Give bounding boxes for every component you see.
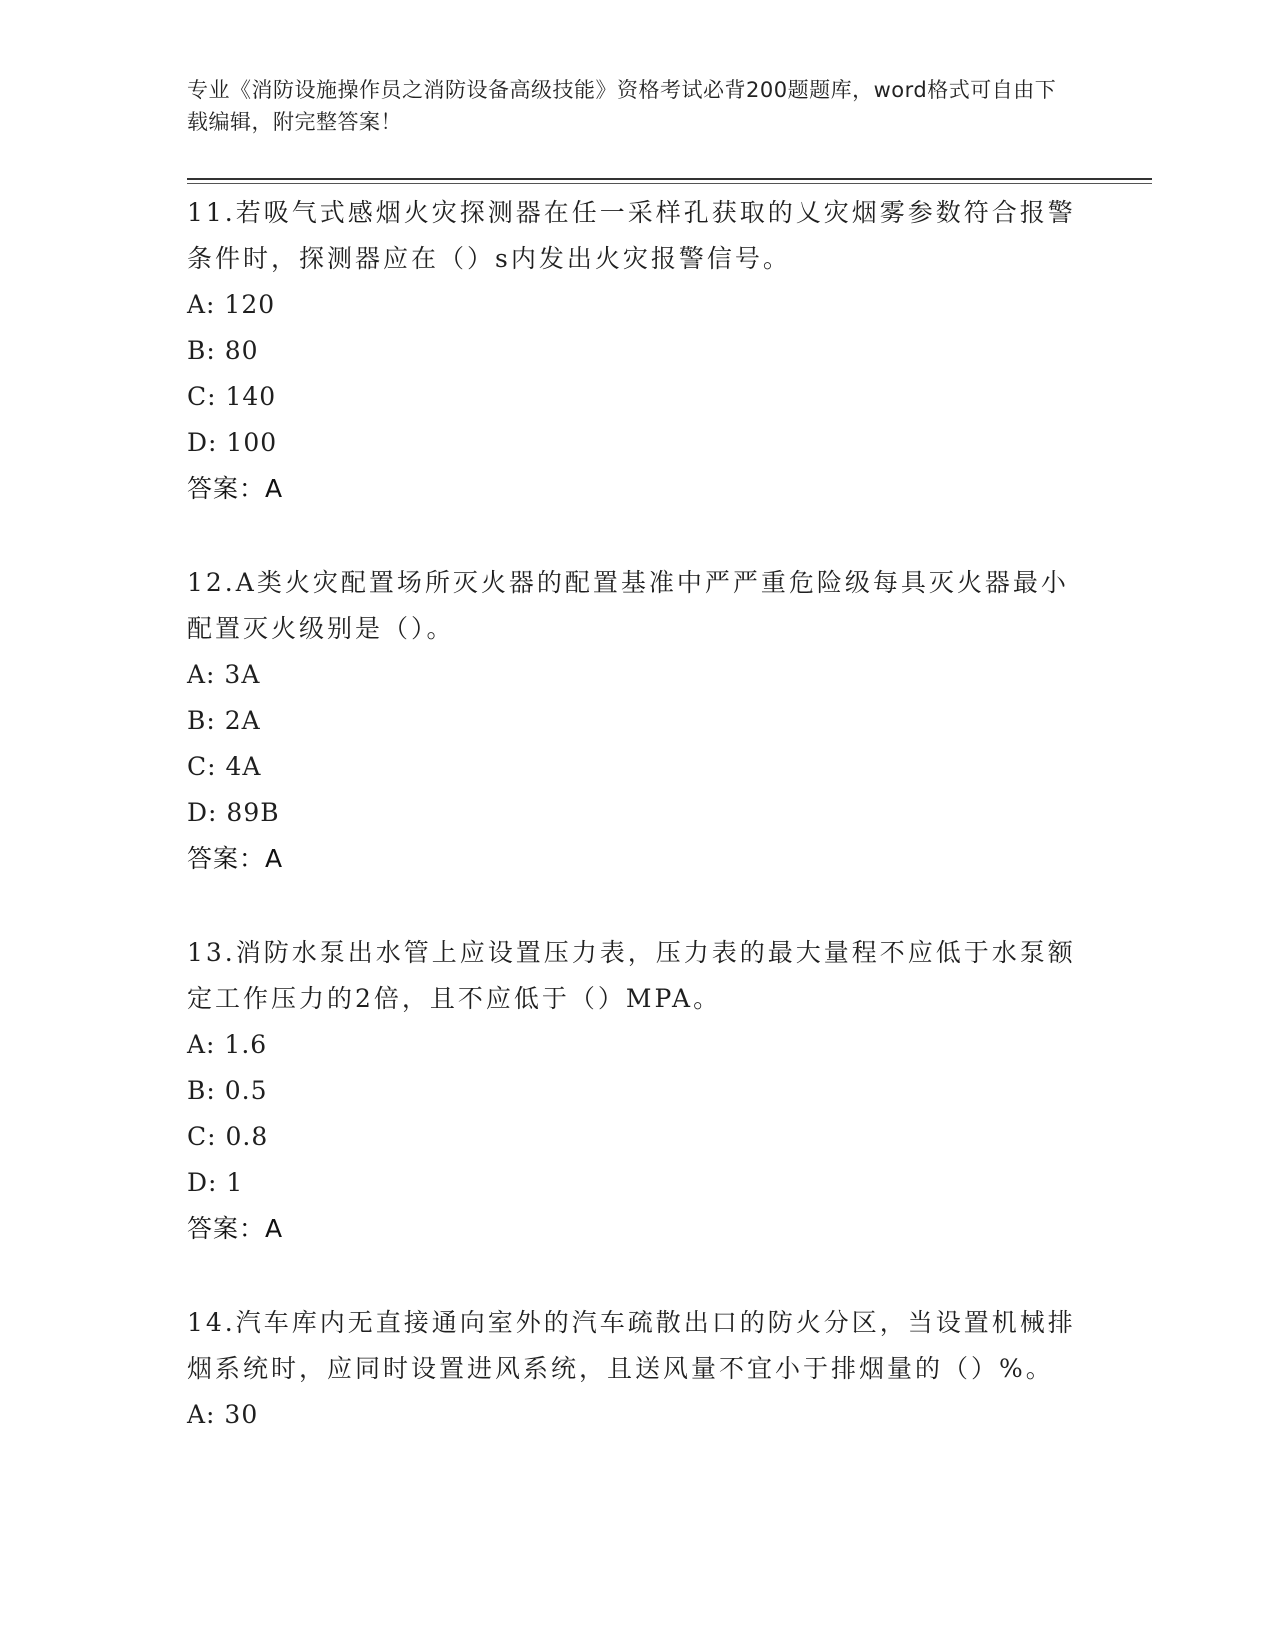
option-a: A: 1.6	[187, 1030, 268, 1059]
question-11	[187, 190, 1087, 512]
option-d: D: 89B	[187, 798, 280, 827]
question-12	[187, 560, 1087, 882]
option-b: B: 2A	[187, 706, 261, 735]
question-13	[187, 930, 1087, 1252]
question-spacer	[187, 512, 1087, 560]
question-14	[187, 1300, 1087, 1438]
option-b: B: 0.5	[187, 1076, 268, 1105]
question-text: 14.汽车库内无直接通向室外的汽车疏散出口的防火分区，当设置机械排烟系统时，应同时设置进风系统，且送风量不宜小于排烟量的（）%。	[187, 1308, 1076, 1383]
document-header: 专业《消防设施操作员之消防设备高级技能》资格考试必背200题题库，word格式可自由下载编辑，附完整答案！	[187, 78, 1057, 134]
header-divider-thick	[187, 178, 1152, 180]
question-text: 13.消防水泵出水管上应设置压力表，压力表的最大量程不应低于水泵额定工作压力的2倍，且不应低于（）MPA。	[187, 938, 1076, 1013]
option-c: C: 140	[187, 382, 277, 411]
question-text: 11.若吸气式感烟火灾探测器在任一采样孔获取的乂灾烟雾参数符合报警条件时，探测器应在（）s内发出火灾报警信号。	[187, 198, 1076, 273]
question-list	[187, 190, 1087, 1438]
option-d: D: 1	[187, 1168, 244, 1197]
answer-label: 答案：A	[187, 844, 284, 873]
question-spacer	[187, 1252, 1087, 1300]
question-text: 12.A类火灾配置场所灭火器的配置基准中严严重危险级每具灭火器最小配置灭火级别是（）。	[187, 568, 1069, 643]
answer-label: 答案：A	[187, 1214, 284, 1243]
header-divider-thin	[187, 183, 1152, 184]
option-b: B: 80	[187, 336, 259, 365]
option-a: A: 3A	[187, 660, 261, 689]
option-d: D: 100	[187, 428, 278, 457]
question-spacer	[187, 882, 1087, 930]
option-c: C: 0.8	[187, 1122, 269, 1151]
option-a: A: 30	[187, 1400, 259, 1429]
option-c: C: 4A	[187, 752, 262, 781]
answer-label: 答案：A	[187, 474, 284, 503]
option-a: A: 120	[187, 290, 276, 319]
